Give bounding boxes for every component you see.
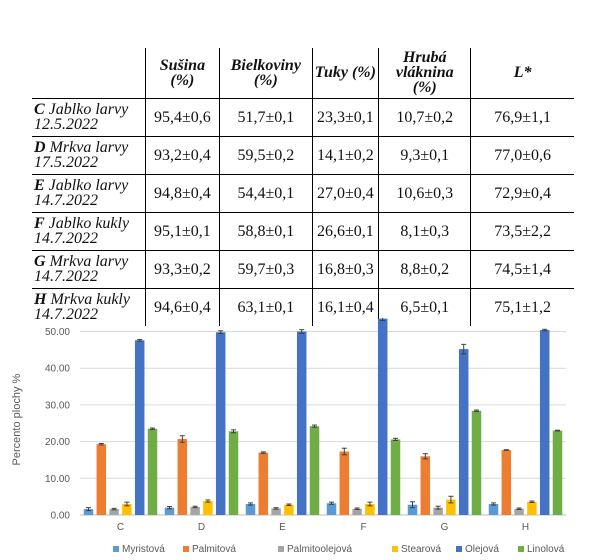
table-cell: 27,0±0,4: [312, 174, 379, 212]
bar: [97, 444, 107, 515]
table-cell: 95,4±0,6: [145, 98, 220, 136]
table-cell: 16,1±0,4: [312, 288, 379, 326]
sample-label: G Mrkva larvy 14.7.2022: [32, 250, 145, 288]
y-tick-label: 40.00: [44, 363, 70, 375]
y-tick-label: 20.00: [44, 437, 70, 449]
bar: [246, 504, 256, 515]
legend-label: Linolová: [527, 544, 565, 555]
column-header: [32, 48, 145, 98]
legend-swatch: [518, 546, 524, 552]
table-cell: 94,8±0,4: [145, 174, 220, 212]
table-cell: 59,5±0,2: [220, 136, 312, 174]
y-tick-label: 0.00: [50, 510, 70, 522]
table-row: [32, 174, 574, 212]
table-cell: 9,3±0,1: [379, 136, 471, 174]
y-axis-label: Percento plochy %: [11, 373, 23, 466]
column-header: L*: [471, 48, 574, 98]
table-cell: 8,8±0,2: [379, 250, 471, 288]
legend-label: Palmitová: [192, 544, 236, 555]
bar: [178, 439, 188, 515]
bar: [340, 452, 350, 515]
table-cell: 51,7±0,1: [220, 98, 312, 136]
sample-label: F Jablko kukly 14.7.2022: [32, 212, 145, 250]
bar: [421, 456, 431, 515]
bar: [472, 411, 482, 515]
x-tick-label: G: [440, 522, 449, 533]
table-row: [32, 136, 574, 174]
table-row: [32, 98, 574, 136]
table-cell: 59,7±0,3: [220, 250, 312, 288]
bar: [378, 319, 388, 515]
y-tick-label: 30.00: [44, 400, 70, 412]
table-cell: 72,9±0,4: [471, 174, 574, 212]
table-cell: 94,6±0,4: [145, 288, 220, 326]
y-tick-label: 50.00: [44, 327, 70, 338]
table-cell: 16,8±0,3: [312, 250, 379, 288]
column-header: Sušina (%): [145, 48, 220, 98]
bar: [459, 349, 469, 515]
table-cell: 58,8±0,1: [220, 212, 312, 250]
legend-label: Stearová: [401, 544, 442, 555]
bar: [135, 340, 145, 515]
table-row: [32, 250, 574, 288]
table-cell: 76,9±1,1: [471, 98, 574, 136]
bar: [229, 431, 239, 515]
table-cell: 74,5±1,4: [471, 250, 574, 288]
column-header: Bielkoviny (%): [220, 48, 312, 98]
legend-label: Olejová: [465, 544, 499, 555]
y-tick-label: 10.00: [44, 473, 70, 485]
bar: [259, 453, 269, 515]
legend-swatch: [183, 546, 189, 552]
bar: [489, 504, 499, 515]
legend-label: Palmitoolejová: [287, 544, 353, 555]
table-cell: 63,1±0,1: [220, 288, 312, 326]
x-tick-label: H: [521, 522, 530, 533]
bar: [391, 439, 401, 515]
table-cell: 10,7±0,2: [379, 98, 471, 136]
sample-label: H Mrkva kukly 14.7.2022: [32, 288, 145, 326]
table-header-row: [32, 48, 574, 98]
bar: [310, 426, 320, 515]
table-cell: 75,1±1,2: [471, 288, 574, 326]
x-tick-label: F: [360, 522, 367, 533]
table-cell: 93,3±0,2: [145, 250, 220, 288]
bar: [502, 450, 512, 515]
table-cell: 73,5±2,2: [471, 212, 574, 250]
table-cell: 14,1±0,2: [312, 136, 379, 174]
table-cell: 10,6±0,3: [379, 174, 471, 212]
bar: [540, 330, 550, 515]
x-tick-label: D: [197, 522, 206, 533]
fatty-acid-bar-chart: [0, 318, 600, 560]
bar: [327, 503, 337, 515]
legend-swatch: [392, 546, 398, 552]
table-cell: 23,3±0,1: [312, 98, 379, 136]
legend-swatch: [456, 546, 462, 552]
table-body: [32, 98, 574, 326]
sample-label: C Jablko larvy 12.5.2022: [32, 98, 145, 136]
bar: [148, 429, 158, 515]
table-cell: 54,4±0,1: [220, 174, 312, 212]
bar: [297, 332, 307, 516]
x-tick-label: C: [116, 522, 125, 533]
bar: [203, 501, 213, 515]
table-cell: 95,1±0,1: [145, 212, 220, 250]
sample-label: D Mrkva larvy 17.5.2022: [32, 136, 145, 174]
bar: [284, 505, 294, 515]
bar: [527, 502, 537, 515]
table-cell: 8,1±0,3: [379, 212, 471, 250]
bar: [553, 431, 563, 515]
table-cell: 77,0±0,6: [471, 136, 574, 174]
table-cell: 93,2±0,4: [145, 136, 220, 174]
column-header: Tuky (%): [312, 48, 379, 98]
sample-label: E Jablko larvy 14.7.2022: [32, 174, 145, 212]
legend-swatch: [278, 546, 284, 552]
legend-label: Myristová: [122, 544, 165, 555]
legend-swatch: [113, 546, 119, 552]
table-cell: 26,6±0,1: [312, 212, 379, 250]
table-cell: 6,5±0,1: [379, 288, 471, 326]
column-header: Hrubá vláknina (%): [379, 48, 471, 98]
bars-group: [84, 318, 563, 515]
bar: [216, 332, 226, 515]
table-row: [32, 212, 574, 250]
results-table: [32, 48, 574, 326]
x-tick-label: E: [279, 522, 286, 533]
results-table-container: [32, 48, 574, 326]
